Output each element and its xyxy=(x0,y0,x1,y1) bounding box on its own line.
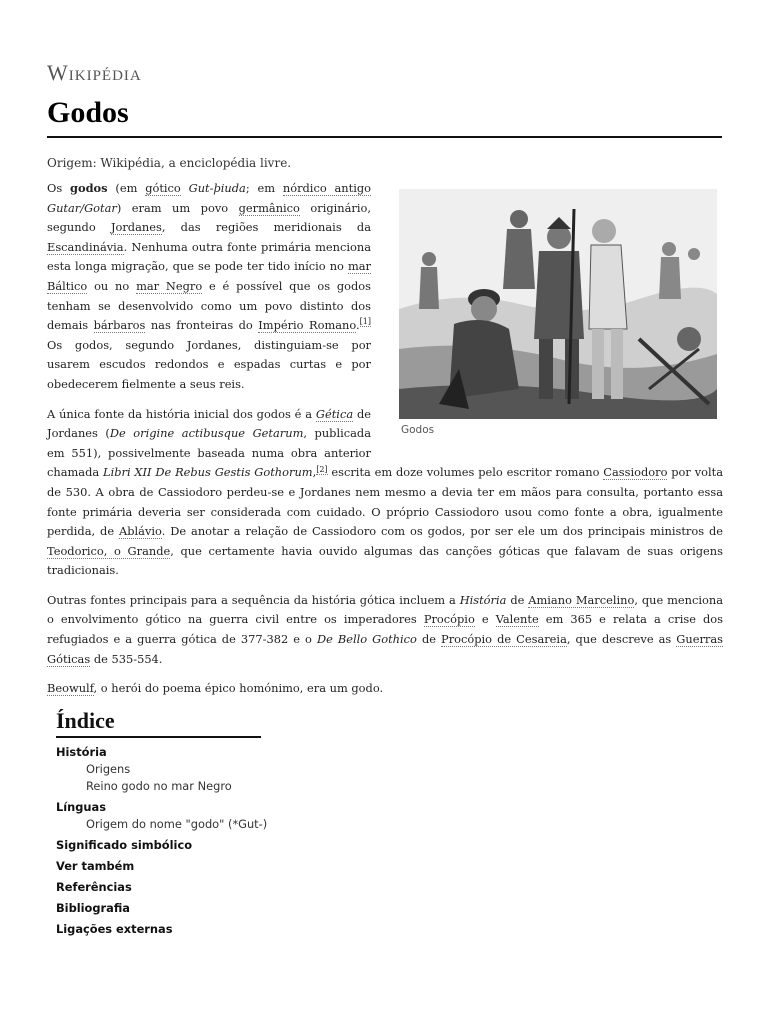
goths-figure xyxy=(399,189,723,441)
link-cassiodoro[interactable]: Cassiodoro xyxy=(603,465,668,480)
text: . De anotar a relação de Cassiodoro com os godos, por ser ele um dos principais ministros de xyxy=(161,524,723,539)
toc-item-referencias[interactable]: Referências xyxy=(56,880,132,894)
paragraph-beowulf xyxy=(47,679,723,699)
link-teodorico[interactable]: Teodorico, o Grande xyxy=(47,543,171,558)
toc-item-reino-godo[interactable]: Reino godo no mar Negro xyxy=(86,779,232,793)
figure-caption: Godos xyxy=(401,424,435,436)
origin-line: Origem: Wikipédia, a enciclopédia livre. xyxy=(47,156,292,170)
text: Os godos, segundo Jordanes, distinguiam-se por usarem escudos redondos e espadas curtas e por obedecerem fielmente a seus reis. xyxy=(47,337,371,391)
toc-item-ligacoes-externas[interactable]: Ligações externas xyxy=(56,922,173,936)
text: (em xyxy=(107,181,146,195)
link-ablavio[interactable]: Ablávio xyxy=(119,524,162,539)
text xyxy=(181,181,189,195)
text: por volta de 530. A obra de Cassiodoro perdeu-se e Jordanes nem mesmo a devia ter em mãos para consulta, portanto essa fonte primária deveria ser considerada com cuidado. O próprio Cassiodoro usou como fonte a obra, igualmente perdida, de xyxy=(47,465,723,539)
text: de xyxy=(416,632,442,647)
text: ; em xyxy=(245,181,283,195)
text: , que certamente havia ouvido algumas das canções góticas que falavam de suas origens tradicionais. xyxy=(47,543,723,578)
link-jordanes[interactable]: Jordanes xyxy=(110,220,162,235)
reference-2[interactable]: [2] xyxy=(316,464,328,474)
toc-item-linguas[interactable]: Línguas xyxy=(56,800,107,814)
text: de 535-554. xyxy=(90,651,163,666)
link-barbaros[interactable]: bárbaros xyxy=(93,318,146,333)
link-procopio-de-cesareia[interactable]: Procópio de Cesareia xyxy=(441,632,567,647)
text: em 365 e relata a crise dos refugiados e a guerra gótica de 377-382 e o xyxy=(47,612,723,647)
text: , que descreve as xyxy=(566,632,677,647)
text: . xyxy=(356,318,360,333)
text: . Nenhuma outra fonte primária menciona esta longa migração, que se pode ter tido início no xyxy=(47,239,371,274)
text: e é possível que os godos tenham se desenvolvido como um povo distinto dos demais xyxy=(47,278,371,333)
term-historia: História xyxy=(459,592,507,607)
article-body xyxy=(47,179,723,709)
toc-item-origens[interactable]: Origens xyxy=(86,762,131,776)
link-germanico[interactable]: germânico xyxy=(238,200,300,215)
link-beowulf[interactable]: Beowulf xyxy=(47,681,94,696)
text: , xyxy=(312,465,317,480)
link-amiano-marcelino[interactable]: Amiano Marcelino xyxy=(528,592,635,607)
link-guerras-goticas[interactable]: Guerras Góticas xyxy=(47,632,723,666)
text: de xyxy=(506,592,529,607)
toc-divider xyxy=(56,736,261,738)
link-gotico[interactable]: gótico xyxy=(145,181,181,195)
text: ou no xyxy=(87,278,137,293)
title-divider xyxy=(47,136,722,138)
text: originário, segundo xyxy=(47,200,371,235)
toc-item-significado[interactable]: Significado simbólico xyxy=(56,838,193,852)
paragraph-other-sources xyxy=(47,591,723,669)
text: , publicada em 551), possivelmente baseada numa obra anterior chamada xyxy=(47,426,371,480)
link-mar-negro[interactable]: mar Negro xyxy=(136,278,203,293)
toc-item-historia[interactable]: História xyxy=(56,745,107,759)
text: A única fonte da história inicial dos godos é a xyxy=(47,406,316,421)
text: ) eram um povo xyxy=(116,200,239,215)
toc-title: Índice xyxy=(56,708,115,733)
text: Gética xyxy=(315,406,354,421)
text: , das regiões meridionais da xyxy=(161,220,371,235)
term-de-bello-gothico: De Bello Gothico xyxy=(316,632,417,647)
text: e xyxy=(474,612,496,627)
text: , o herói do poema épico homónimo, era um godo. xyxy=(93,681,384,696)
text: escrita em doze volumes pelo escritor romano xyxy=(327,465,604,480)
link-nordico-antigo[interactable]: nórdico antigo xyxy=(282,181,372,195)
toc-item-origem-nome[interactable]: Origem do nome "godo" (*Gut-) xyxy=(86,817,268,831)
link-mar-baltico[interactable]: mar Báltico xyxy=(47,259,371,293)
text: Outras fontes principais para a sequência da história gótica incluem a xyxy=(47,592,460,607)
toc-item-bibliografia[interactable]: Bibliografia xyxy=(56,901,130,915)
text: Os xyxy=(47,181,71,195)
link-escandinavia[interactable]: Escandinávia xyxy=(47,239,124,254)
text: de Jordanes ( xyxy=(47,406,372,441)
table-of-contents xyxy=(56,708,356,938)
wikipedia-logo[interactable]: Wikipédia xyxy=(47,60,142,85)
link-valente[interactable]: Valente xyxy=(495,612,539,627)
term-gut-piuda: Gut-þiuda xyxy=(188,181,246,195)
term-gutar: Gutar/Gotar xyxy=(47,200,117,215)
term-libri-xii: Libri XII De Rebus Gestis Gothorum xyxy=(103,465,313,480)
term-godos: godos xyxy=(70,181,108,195)
link-imperio-romano[interactable]: Império Romano xyxy=(258,318,357,333)
text: , que menciona o envolvimento gótico na guerra civil entre os imperadores xyxy=(47,592,723,627)
term-de-origine: De origine actibusque Getarum xyxy=(109,426,304,441)
reference-1[interactable]: [1] xyxy=(359,317,372,327)
link-procopio[interactable]: Procópio xyxy=(423,612,475,627)
page-title: Godos xyxy=(47,96,129,129)
toc-item-ver-tambem[interactable]: Ver também xyxy=(56,859,135,873)
link-getica[interactable] xyxy=(316,407,353,422)
text: nas fronteiras do xyxy=(145,318,259,333)
goths-illustration-image[interactable] xyxy=(399,189,717,419)
